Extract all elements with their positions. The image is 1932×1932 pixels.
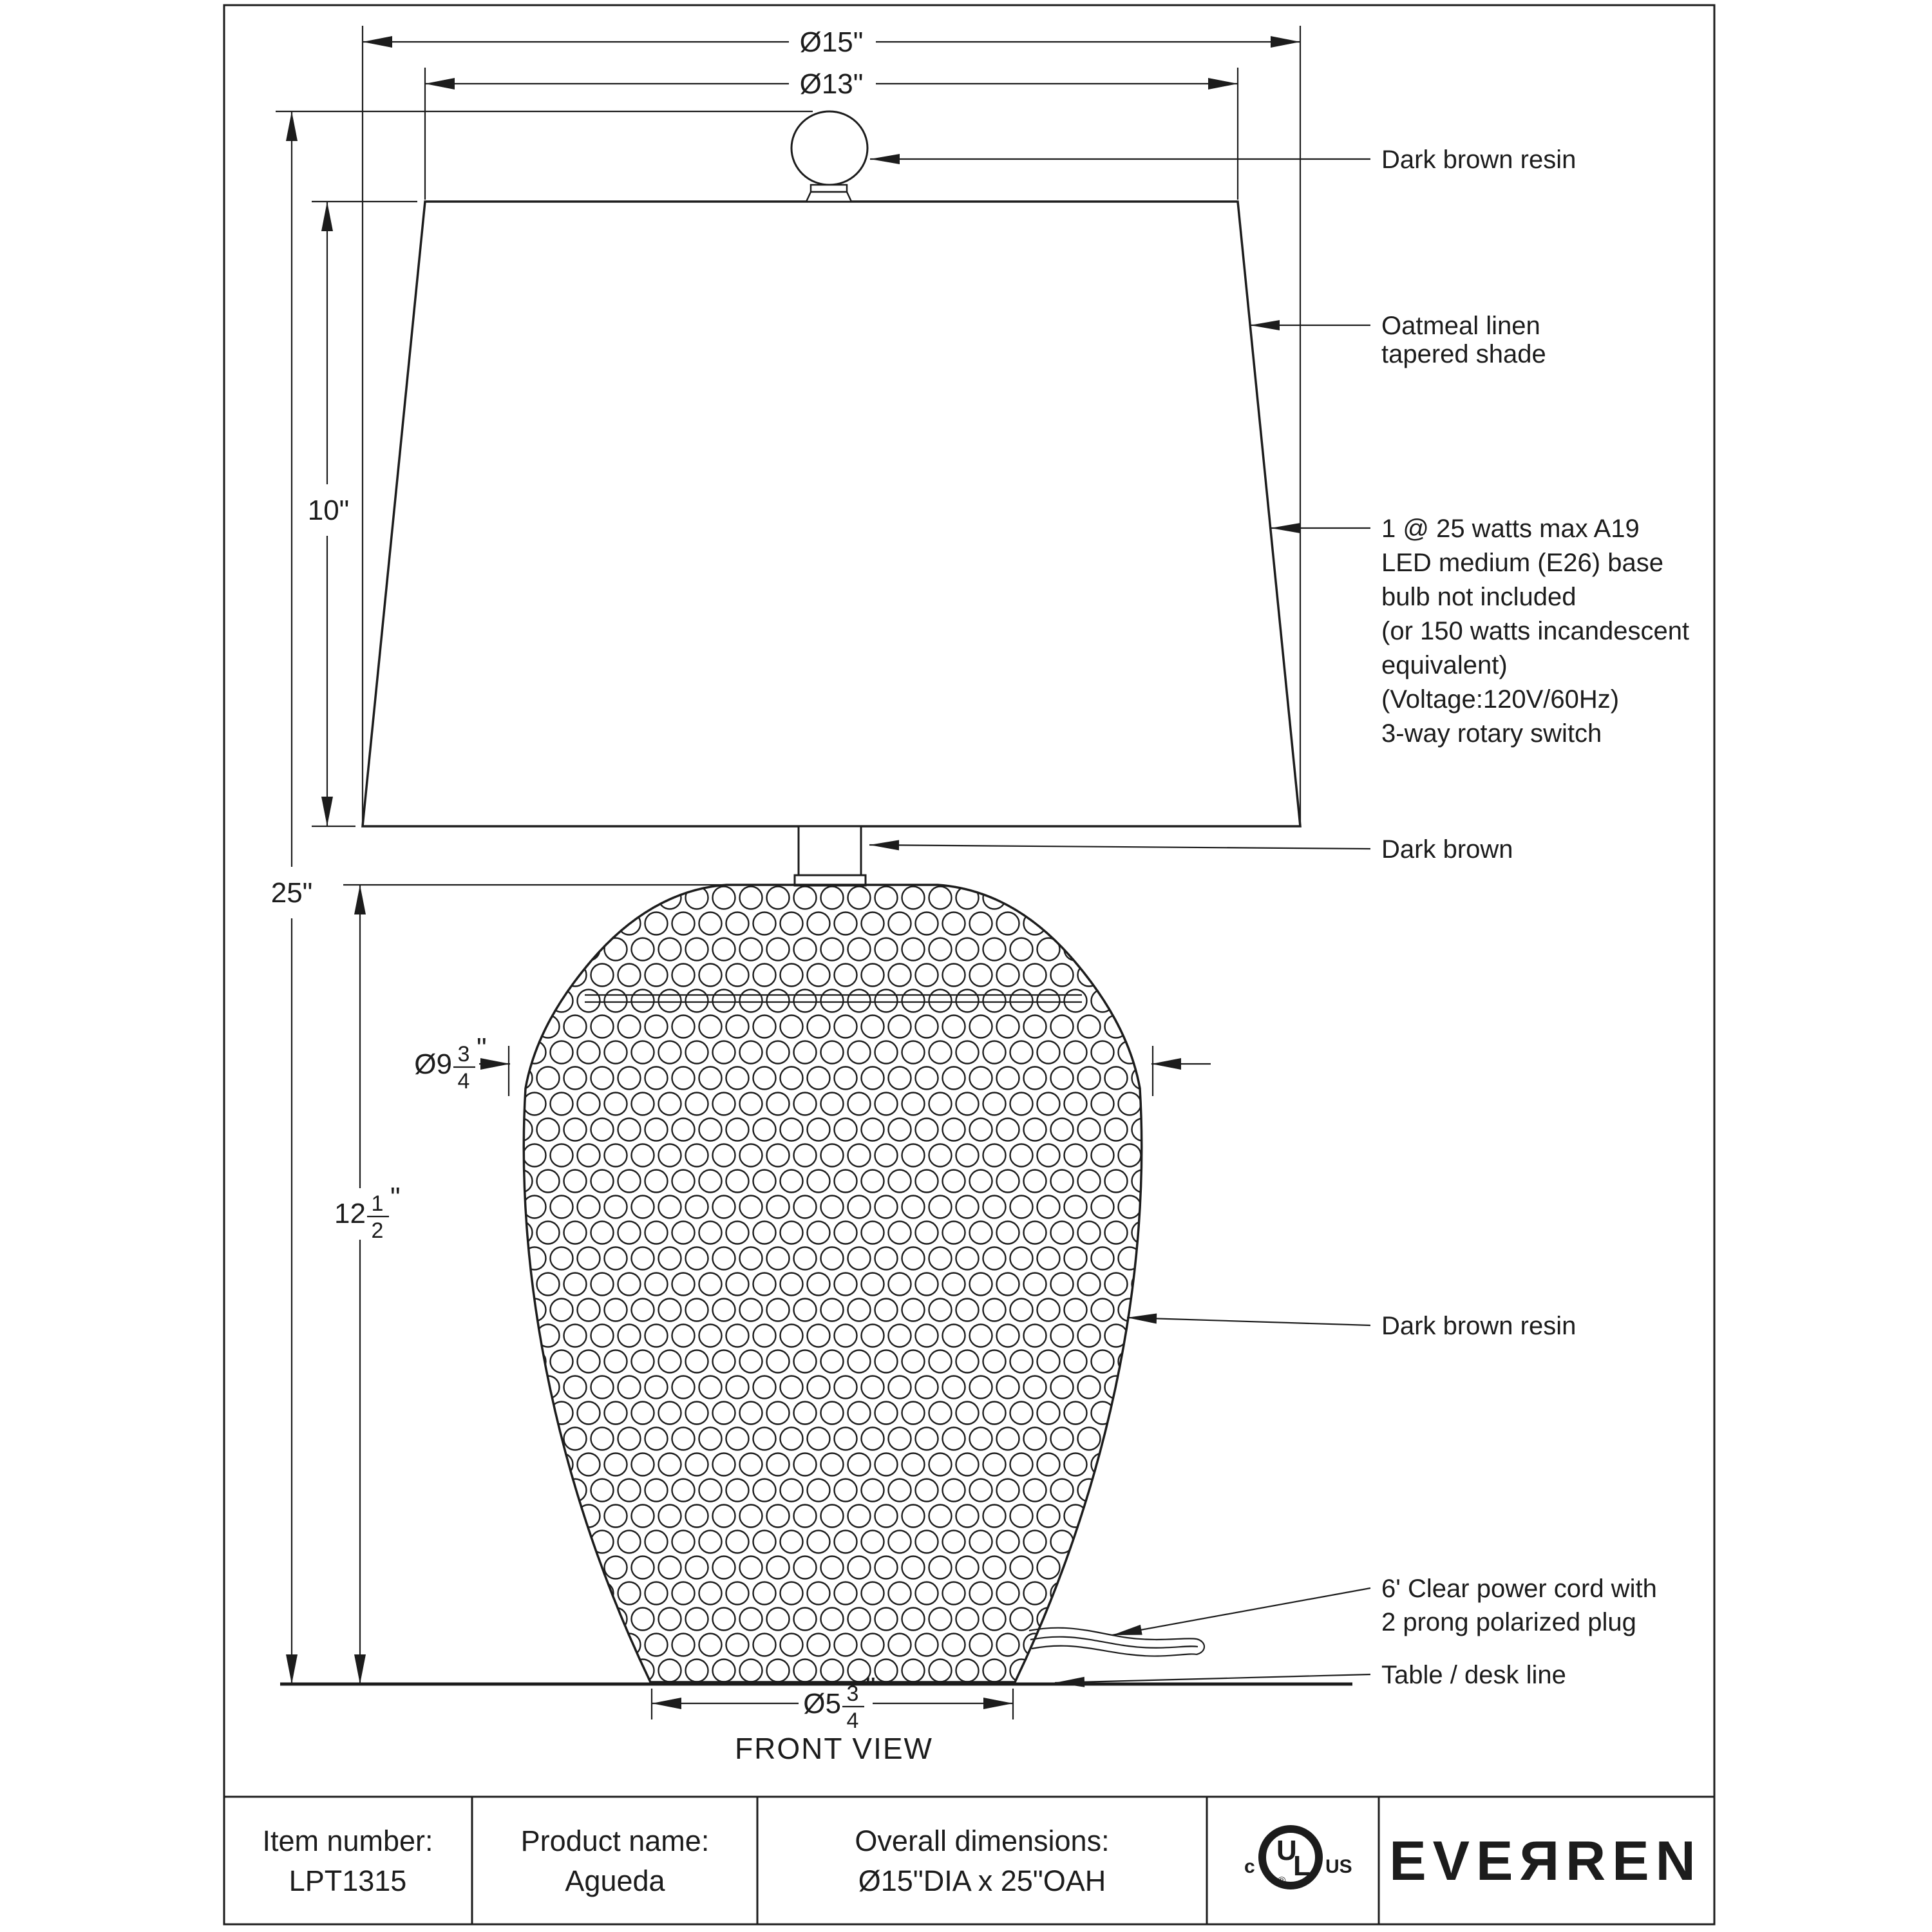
dim-dia13-text: Ø13" [799,68,864,100]
item-number-value: LPT1315 [289,1864,407,1897]
label-shade-2: tapered shade [1381,340,1546,368]
ul-icon-c: c [1244,1856,1255,1877]
label-body: Dark brown resin [1381,1312,1577,1340]
dim-dia5-75-whole: Ø5 [803,1688,841,1719]
brand-logo: EVEЯREN [1389,1830,1702,1892]
ul-icon-us: US [1325,1856,1352,1877]
ul-icon-registered: ® [1278,1875,1286,1887]
label-bulb-4: (or 150 watts incandescent [1381,617,1690,645]
ul-icon-l: L [1293,1850,1311,1882]
dim-dia9-75-whole: Ø9 [414,1048,452,1080]
body-fill-pattern [524,885,1141,1682]
label-shade-1: Oatmeal linen [1381,312,1540,340]
dim-dia9-75-unit: " [477,1032,487,1064]
label-bulb-3: bulb not included [1381,583,1577,611]
label-bulb-1: 1 @ 25 watts max A19 [1381,515,1640,543]
dim-h12-5-unit: " [390,1182,401,1213]
label-neck: Dark brown [1381,835,1513,864]
label-cord-1: 6' Clear power cord with [1381,1575,1657,1603]
product-name-value: Agueda [565,1864,665,1897]
label-cord-2: 2 prong polarized plug [1381,1608,1636,1636]
dim-h25-text: 25" [270,877,313,909]
ul-icon-u: U [1276,1835,1297,1866]
dim-dia5-75-den: 4 [846,1709,859,1733]
dim-h10-text: 10" [307,495,350,526]
label-bulb-5: equivalent) [1381,651,1508,679]
overall-dimensions-label: Overall dimensions: [855,1824,1110,1857]
dim-dia15-text: Ø15" [799,26,864,58]
label-bulb-6: (Voltage:120V/60Hz) [1381,685,1620,714]
dim-h12-5-den: 2 [371,1218,384,1243]
dim-dia9-75-num: 3 [457,1042,470,1066]
label-table: Table / desk line [1381,1661,1566,1689]
neck-column [799,826,861,875]
item-number-label: Item number: [262,1824,433,1857]
finial-ball [791,111,867,185]
lamp-body [524,885,1141,1682]
view-title: FRONT VIEW [735,1732,933,1765]
label-finial: Dark brown resin [1381,146,1577,174]
dim-h12-5-whole: 12 [334,1198,366,1229]
dim-dia9-75-den: 4 [457,1069,470,1094]
product-name-label: Product name: [520,1824,710,1857]
finial-flange [806,192,851,202]
dim-dia5-75-num: 3 [846,1681,859,1706]
label-bulb-2: LED medium (E26) base [1381,549,1663,577]
finial-neck [811,185,847,192]
lamp-neck [795,826,866,886]
label-bulb-7: 3-way rotary switch [1381,719,1602,748]
dim-dia5-75-unit: " [866,1672,876,1703]
dim-h12-5-num: 1 [371,1191,384,1216]
overall-dimensions-value: Ø15"DIA x 25"OAH [858,1864,1106,1897]
